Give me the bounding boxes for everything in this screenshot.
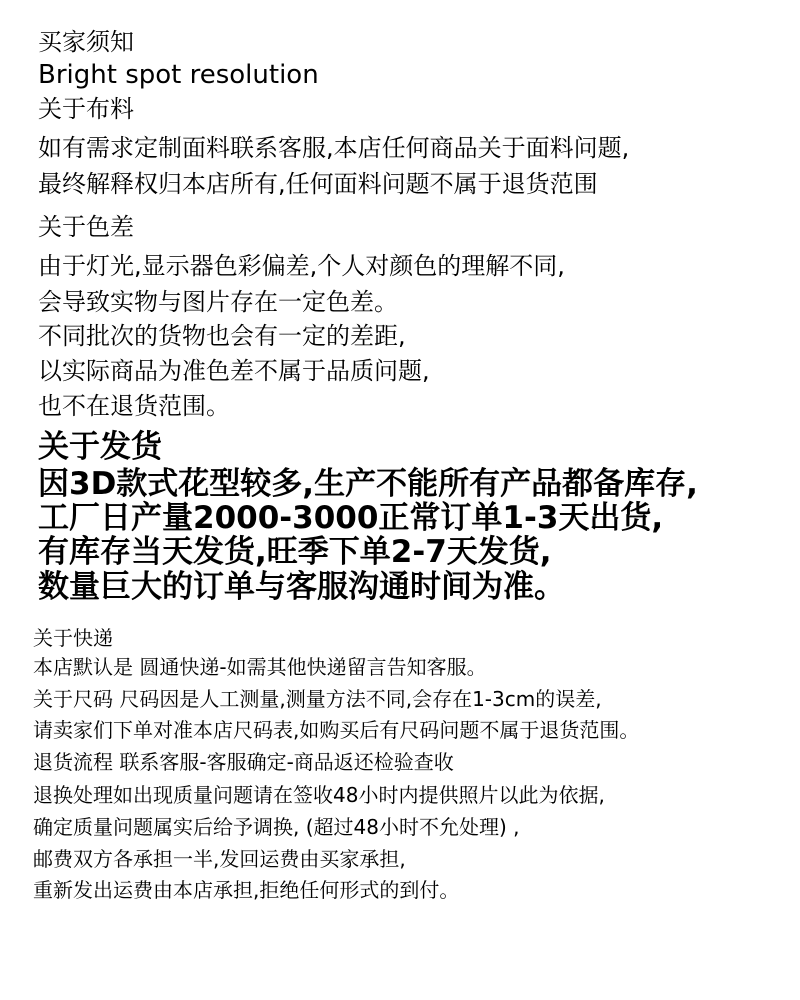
color-heading: 关于色差 [38,213,134,241]
express-line: 邮费双方各承担一半,发回运费由买家承担, [33,847,406,871]
express-line: 退换处理如出现质量问题请在签收48小时内提供照片以此为依据, [33,783,605,807]
color-line: 也不在退货范围。 [38,392,230,420]
express-line: 关于尺码 尺码因是人工测量,测量方法不同,会存在1-3cm的误差, [33,687,602,711]
express-line: 重新发出运费由本店承担,拒绝任何形式的到付。 [33,878,460,902]
shipping-line: 数量巨大的订单与客服沟通时间为准。 [38,569,565,605]
express-line: 退货流程 联系客服-客服确定-商品返还检验查收 [33,750,454,774]
fabric-line: 如有需求定制面料联系客服,本店任何商品关于面料问题, [38,134,630,162]
express-heading: 关于快递 [33,626,113,650]
express-line: 请卖家们下单对准本店尺码表,如购买后有尺码问题不属于退货范围。 [33,718,640,742]
express-line: 确定质量问题属实后给予调换, (超过48小时不允处理) , [33,815,520,839]
color-line: 会导致实物与图片存在一定色差。 [38,288,398,316]
shipping-line: 因3D款式花型较多,生产不能所有产品都备库存, [38,466,698,502]
fabric-line: 最终解释权归本店所有,任何面料问题不属于退货范围 [38,170,598,198]
color-line: 不同批次的货物也会有一定的差距, [38,322,406,350]
shipping-heading: 关于发货 [38,429,162,465]
fabric-heading: 关于布料 [38,95,134,123]
notice-subtitle: Bright spot resolution [38,60,319,90]
shipping-line: 有库存当天发货,旺季下单2-7天发货, [38,534,552,570]
notice-title: 买家须知 [38,28,134,56]
color-line: 由于灯光,显示器色彩偏差,个人对颜色的理解不同, [38,252,565,280]
express-line: 本店默认是 圆通快递-如需其他快递留言告知客服。 [33,655,487,679]
color-line: 以实际商品为准色差不属于品质问题, [38,357,430,385]
shipping-line: 工厂日产量2000-3000正常订单1-3天出货, [38,500,664,536]
